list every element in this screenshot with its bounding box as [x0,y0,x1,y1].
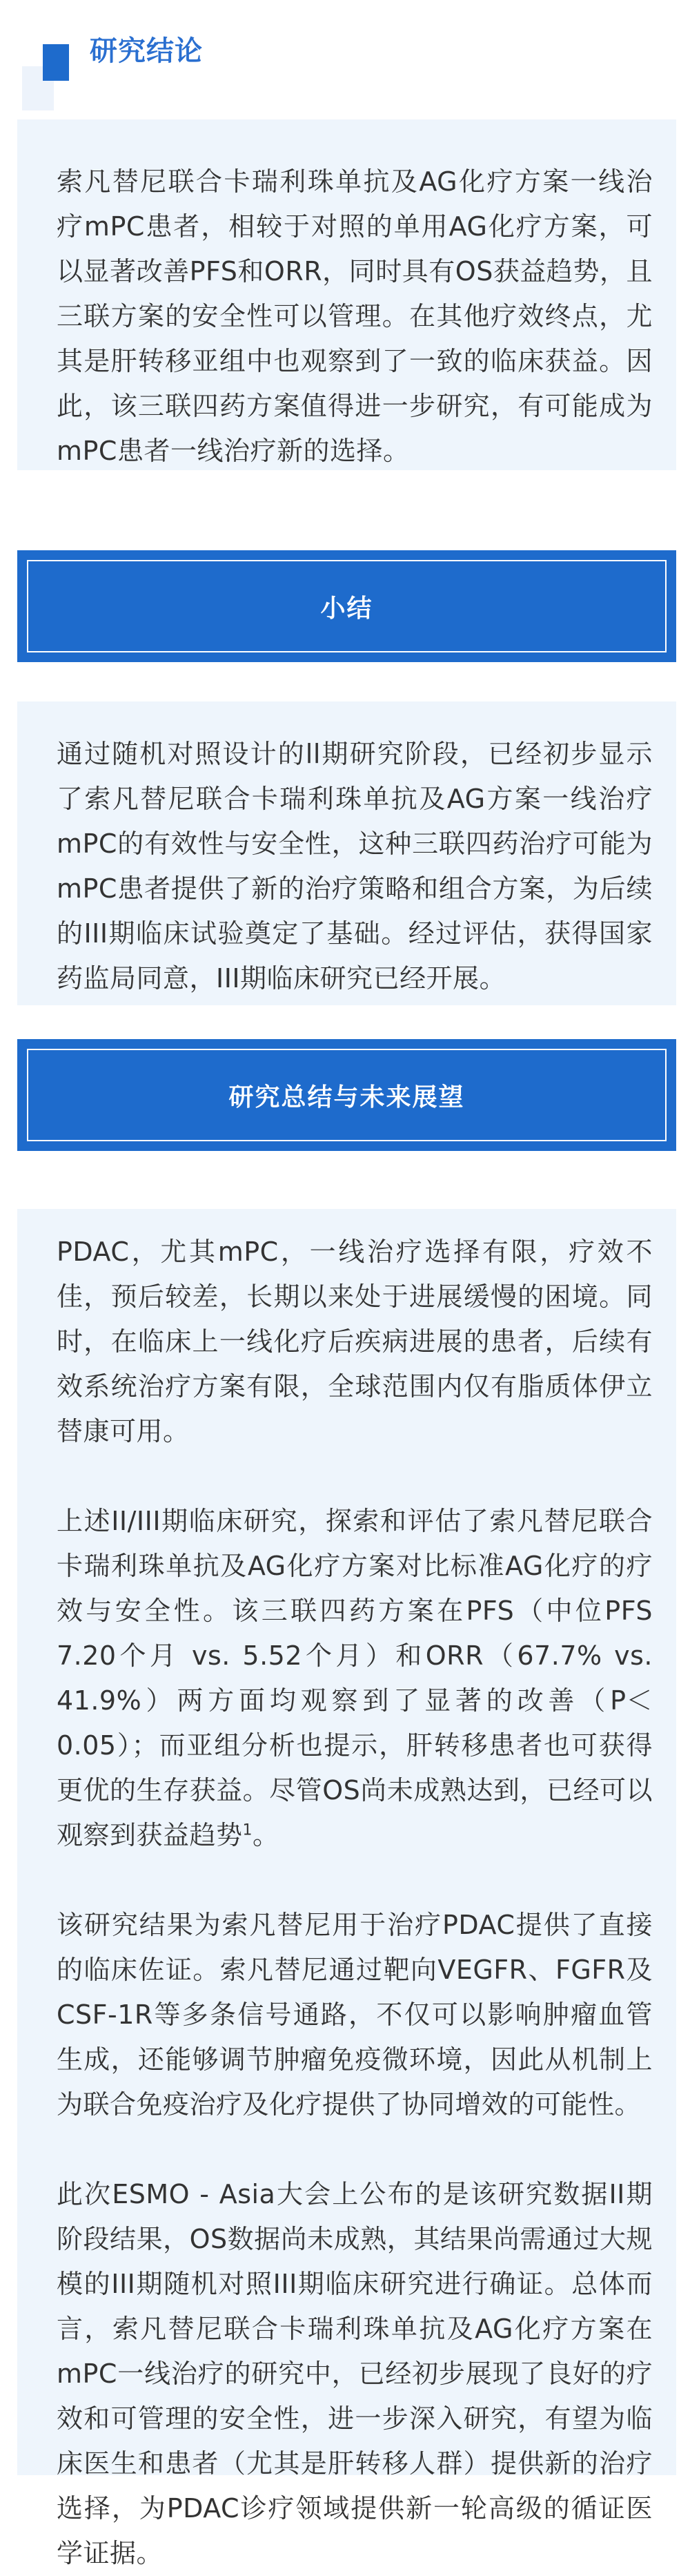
conclusion-text: 索凡替尼联合卡瑞利珠单抗及AG化疗方案一线治疗mPC患者，相较于对照的单用AG化疗方案，可以显著改善PFS和ORR，同时具有OS获益趋势，且三联方案的安全性可以管理。在其他疗效终点，尤其是肝转移亚组中也观察到了一致的临床获益。因此，该三联四药方案值得进一步研究，有可能成为mPC患者一线治疗新的选择。 [57,166,653,466]
outlook-paragraph-1: PDAC，尤其mPC，一线治疗选择有限，疗效不佳，预后较差，长期以来处于进展缓慢的困境。同时，在临床上一线化疗后疾病进展的患者，后续有效系统治疗方案有限，全球范围内仅有脂质体伊立替康可用。 [57,1237,653,1446]
outlook-paragraph-2 [57,1499,653,1858]
outlook-paragraph-2-end: 。 [253,1820,279,1850]
footnote-ref[interactable]: 1 [242,1821,253,1839]
header-accent-square-icon [43,44,69,81]
outlook-paragraph-3: 该研究结果为索凡替尼用于治疗PDAC提供了直接的临床佐证。索凡替尼通过靶向VEGFR、FGFR及CSF-1R等多条信号通路，不仅可以影响肿瘤血管生成，还能够调节肿瘤免疫微环境，因此从机制上为联合免疫治疗及化疗提供了协同增效的可能性。 [57,1910,653,2120]
section-header [0,0,690,117]
outlook-title: 研究总结与未来展望 [228,1083,465,1112]
outlook-banner-frame [27,1049,667,1141]
outlook-paragraph-2-text: 上述II/III期临床研究，探索和评估了索凡替尼联合卡瑞利珠单抗及AG化疗方案对比标准AG化疗的疗效与安全性。该三联四药方案在PFS（中位PFS 7.20个月 vs. 5.52个月）和ORR（67.7% vs. 41.9%）两方面均观察到了显著的改善（P＜0.05）；而亚组分析也提示，肝转移患者也可获得更优的生存获益。尽管OS尚未成熟达到，已经可以观察到获益趋势 [57,1506,653,1850]
summary-banner [17,550,676,662]
section-title: 研究结论 [90,35,203,67]
outlook-paragraph-4: 此次ESMO - Asia大会上公布的是该研究数据II期阶段结果，OS数据尚未成熟，其结果尚需通过大规模的III期随机对照III期临床研究进行确证。总体而言，索凡替尼联合卡瑞利珠单抗及AG化疗方案在mPC一线治疗的研究中，已经初步展现了良好的疗效和可管理的安全性，进一步深入研究，有望为临床医生和患者（尤其是肝转移人群）提供新的治疗选择，为PDAC诊疗领域提供新一轮高级的循证医学证据。 [57,2179,653,2568]
outlook-banner [17,1039,676,1151]
outlook-box [17,1209,676,2568]
conclusion-box [17,119,676,470]
summary-box [17,701,676,1005]
summary-text: 通过随机对照设计的ll期研究阶段，已经初步显示了索凡替尼联合卡瑞利珠单抗及AG方案一线治疗mPC的有效性与安全性，这种三联四药治疗可能为mPC患者提供了新的治疗策略和组合方案，为后续的III期临床试验奠定了基础。经过评估，获得国家药监局同意，III期临床研究已经开展。 [57,739,653,994]
summary-banner-frame [27,560,667,652]
summary-title: 小结 [320,594,373,623]
